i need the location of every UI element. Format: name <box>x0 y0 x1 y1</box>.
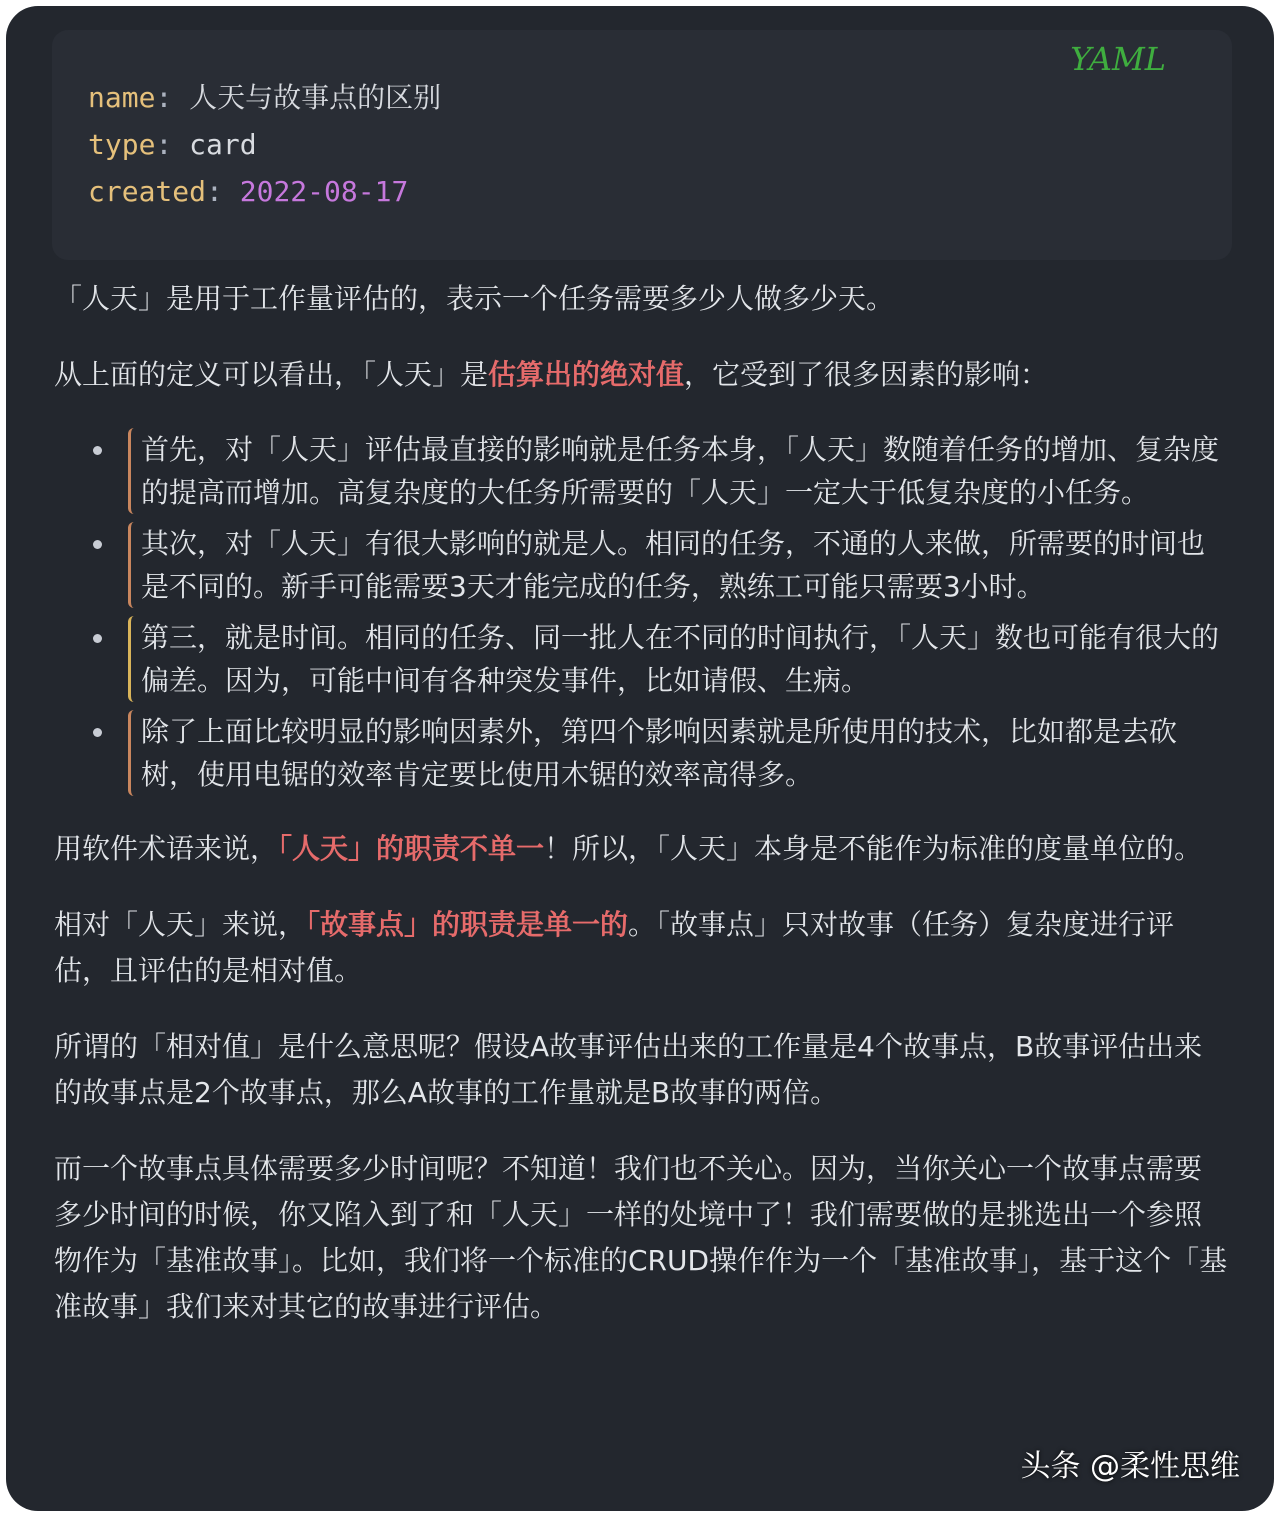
highlight-text: 「故事点」的职责是单一的 <box>306 908 629 941</box>
highlight-text: 「人天」的职责不单一 <box>278 832 545 865</box>
paragraph-5: 所谓的「相对值」是什么意思呢？假设A故事评估出来的工作量是4个故事点，B故事评估出来的故事点是2个故事点，那么A故事的工作量就是B故事的两倍。 <box>54 1030 1203 1109</box>
paragraph-4: 相对「人天」来说，「故事点」的职责是单一的。「故事点」只对故事（任务）复杂度进行评估，且评估的是相对值。 <box>54 908 1175 987</box>
yaml-value: card <box>189 128 257 161</box>
paragraph-1: 「人天」是用于工作量评估的，表示一个任务需要多少人做多少天。 <box>54 282 895 315</box>
bullet-dot-icon <box>93 540 102 549</box>
yaml-frontmatter-block <box>52 30 1232 260</box>
list-item: 其次，对「人天」有很大影响的就是人。相同的任务，不通的人来做，所需要的时间也是不同的。新手可能需要3天才能完成的任务，熟练工可能只需要3小时。 <box>128 522 1229 608</box>
article-body[interactable] <box>54 276 1229 1360</box>
yaml-date-value: 2022-08-17 <box>239 175 409 208</box>
yaml-key: type <box>88 128 156 161</box>
highlight-text: 估算出的绝对值 <box>488 358 685 391</box>
bullet-dot-icon <box>93 728 102 737</box>
yaml-line-created: created: 2022-08-17 <box>88 175 409 208</box>
yaml-key: name <box>88 81 156 114</box>
paragraph-2: 从上面的定义可以看出，「人天」是估算出的绝对值，它受到了很多因素的影响： <box>54 358 1049 391</box>
bullet-dot-icon <box>93 446 102 455</box>
factor-list <box>54 428 1229 796</box>
yaml-lines[interactable] <box>88 74 441 215</box>
yaml-value: 人天与故事点的区别 <box>189 81 442 114</box>
paragraph-3: 用软件术语来说，「人天」的职责不单一！所以，「人天」本身是不能作为标准的度量单位的。 <box>54 832 1203 865</box>
bullet-dot-icon <box>93 634 102 643</box>
list-item: 第三，就是时间。相同的任务、同一批人在不同的时间执行，「人天」数也可能有很大的偏差。因为，可能中间有各种突发事件，比如请假、生病。 <box>128 616 1229 702</box>
code-language-label: YAML <box>1070 40 1166 78</box>
paragraph-6: 而一个故事点具体需要多少时间呢？不知道！我们也不关心。因为，当你关心一个故事点需要多少时间的时候，你又陷入到了和「人天」一样的处境中了！我们需要做的是挑选出一个参照物作为「基准故事」。比如，我们将一个标准的CRUD操作作为一个「基准故事」，基于这个「基准故事」我们来对其它的故事进行评估。 <box>54 1152 1228 1323</box>
yaml-line-name: name: 人天与故事点的区别 <box>88 81 442 114</box>
list-item: 除了上面比较明显的影响因素外，第四个影响因素就是所使用的技术，比如都是去砍树，使用电锯的效率肯定要比使用木锯的效率高得多。 <box>128 710 1229 796</box>
yaml-line-type: type: card <box>88 128 257 161</box>
list-item: 首先，对「人天」评估最直接的影响就是任务本身，「人天」数随着任务的增加、复杂度的提高而增加。高复杂度的大任务所需要的「人天」一定大于低复杂度的小任务。 <box>128 428 1229 514</box>
yaml-key: created <box>88 175 207 208</box>
watermark: 头条 @柔性思维 <box>1020 1449 1240 1484</box>
note-window <box>6 6 1274 1511</box>
